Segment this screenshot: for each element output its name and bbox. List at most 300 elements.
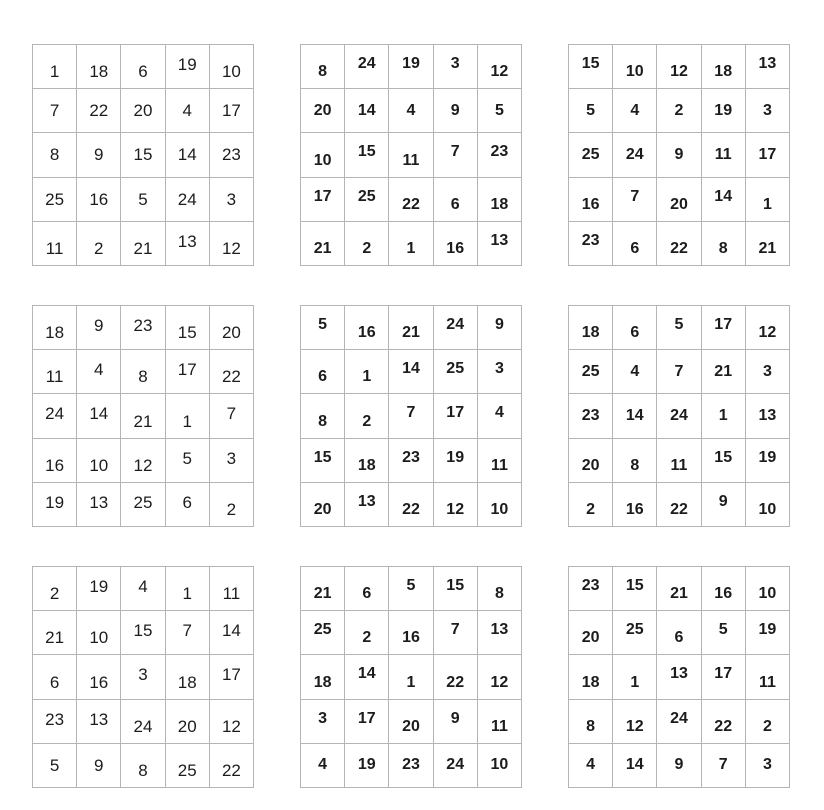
cell-number: 15 xyxy=(133,621,153,641)
cell-number: 21 xyxy=(758,240,777,257)
grid-cell xyxy=(702,700,746,744)
grid-cell xyxy=(301,483,345,527)
cell-number: 15 xyxy=(313,448,332,466)
grid-cell xyxy=(657,483,701,527)
grid-cell xyxy=(702,306,746,350)
cell-number: 1 xyxy=(406,240,416,257)
cell-number: 3 xyxy=(762,101,772,119)
cell-number: 25 xyxy=(581,362,600,380)
cell-number: 3 xyxy=(226,448,237,468)
cell-number: 6 xyxy=(362,585,372,603)
grid-cell xyxy=(613,567,657,611)
grid-cell xyxy=(569,611,613,655)
cell-number: 14 xyxy=(177,145,197,165)
grid-cell xyxy=(33,700,77,744)
grid-cell xyxy=(121,483,165,527)
cell-number: 9 xyxy=(94,145,104,165)
number-grid-5 xyxy=(300,305,522,527)
grid-cell xyxy=(166,744,210,788)
cell-number: 18 xyxy=(357,456,376,474)
grid-cell xyxy=(345,655,389,699)
grid-cell xyxy=(478,655,522,699)
cell-number: 8 xyxy=(318,412,328,430)
cell-number: 1 xyxy=(718,406,728,424)
grid-cell xyxy=(210,350,254,394)
grid-cell xyxy=(77,89,121,133)
grid-cell xyxy=(569,439,613,483)
grid-cell xyxy=(210,744,254,788)
cell-number: 11 xyxy=(490,717,508,735)
cell-number: 23 xyxy=(402,756,420,774)
cell-number: 25 xyxy=(357,187,376,205)
grid-cell xyxy=(33,744,77,788)
cell-number: 8 xyxy=(718,240,728,257)
cell-number: 23 xyxy=(402,448,420,466)
cell-number: 12 xyxy=(758,324,777,342)
grid-cell xyxy=(301,306,345,350)
grid-cell xyxy=(33,306,77,350)
cell-number: 2 xyxy=(49,584,60,604)
cell-number: 5 xyxy=(674,316,684,333)
grid-cell xyxy=(657,45,701,89)
grid-cell xyxy=(121,222,165,266)
grid-cell xyxy=(657,655,701,699)
grid-cell xyxy=(77,611,121,655)
cell-number: 2 xyxy=(362,629,372,647)
cell-number: 18 xyxy=(313,673,332,691)
cell-number: 1 xyxy=(362,368,372,386)
grid-cell xyxy=(613,350,657,394)
grid-cell xyxy=(702,611,746,655)
grid-cell xyxy=(33,89,77,133)
grid-cell xyxy=(746,89,790,133)
cell-number: 15 xyxy=(625,577,644,594)
cell-number: 20 xyxy=(581,456,600,474)
cell-number: 22 xyxy=(670,240,688,257)
cell-number: 5 xyxy=(138,189,148,209)
cell-number: 25 xyxy=(625,621,644,639)
grid-cell xyxy=(434,45,478,89)
grid-cell xyxy=(613,178,657,222)
grid-cell xyxy=(478,350,522,394)
grid-cell xyxy=(77,700,121,744)
cell-number: 25 xyxy=(313,621,332,639)
cell-number: 22 xyxy=(446,673,465,691)
grid-cell xyxy=(569,655,613,699)
cell-number: 22 xyxy=(402,195,420,213)
cell-number: 19 xyxy=(89,577,109,596)
cell-number: 7 xyxy=(450,143,460,161)
cell-number: 16 xyxy=(625,501,644,518)
grid-cell xyxy=(33,133,77,177)
cell-number: 2 xyxy=(362,412,372,430)
grid-cell xyxy=(77,178,121,222)
cell-number: 23 xyxy=(581,577,600,594)
grid-cell xyxy=(434,350,478,394)
grid-cell xyxy=(746,744,790,788)
grid-cell xyxy=(746,439,790,483)
cell-number: 13 xyxy=(89,492,109,512)
grid-cell xyxy=(33,439,77,483)
grid-cell xyxy=(702,222,746,266)
grid-cell xyxy=(210,45,254,89)
cell-number: 4 xyxy=(630,362,640,380)
grid-cell xyxy=(210,133,254,177)
grid-cell xyxy=(301,611,345,655)
cell-number: 16 xyxy=(45,455,65,475)
grid-cell xyxy=(389,700,433,744)
cell-number: 19 xyxy=(714,101,733,119)
cell-number: 14 xyxy=(625,406,644,424)
grid-cell xyxy=(389,133,433,177)
grid-cell xyxy=(569,133,613,177)
grid-cell xyxy=(166,133,210,177)
grid-cell xyxy=(345,178,389,222)
grid-cell xyxy=(389,350,433,394)
cell-number: 20 xyxy=(221,323,241,343)
grid-cell xyxy=(210,567,254,611)
cell-number: 20 xyxy=(581,629,600,647)
grid-cell xyxy=(301,744,345,788)
grid-cell xyxy=(121,133,165,177)
grid-cell xyxy=(210,700,254,744)
grid-cell xyxy=(657,178,701,222)
grid-cell xyxy=(77,350,121,394)
grid-cell xyxy=(210,655,254,699)
cell-number: 23 xyxy=(221,145,241,165)
grid-cell xyxy=(77,45,121,89)
grid-cell xyxy=(702,483,746,527)
cell-number: 6 xyxy=(138,62,148,82)
grid-cell xyxy=(434,439,478,483)
cell-number: 21 xyxy=(45,628,65,648)
grid-cell xyxy=(210,483,254,527)
grid-cell xyxy=(613,133,657,177)
grid-cell xyxy=(301,89,345,133)
grid-cell xyxy=(77,744,121,788)
cell-number: 7 xyxy=(630,187,640,205)
grid-cell xyxy=(210,611,254,655)
grid-cell xyxy=(746,611,790,655)
cell-number: 24 xyxy=(446,316,465,333)
grid-cell xyxy=(613,89,657,133)
cell-number: 12 xyxy=(221,239,241,258)
grid-cell xyxy=(301,178,345,222)
cell-number: 19 xyxy=(45,492,65,512)
cell-number: 24 xyxy=(446,756,465,774)
cell-number: 16 xyxy=(714,585,733,603)
cell-number: 12 xyxy=(490,63,509,81)
grid-cell xyxy=(33,567,77,611)
cell-number: 12 xyxy=(133,455,153,475)
cell-number: 16 xyxy=(402,629,420,647)
cell-number: 23 xyxy=(490,143,509,161)
cell-number: 5 xyxy=(494,101,504,119)
grid-cell xyxy=(657,744,701,788)
grid-cell xyxy=(389,744,433,788)
cell-number: 1 xyxy=(406,673,416,691)
grid-cell xyxy=(569,45,613,89)
grid-cell xyxy=(166,439,210,483)
cell-number: 10 xyxy=(758,501,777,518)
cell-number: 17 xyxy=(221,101,241,121)
cell-number: 18 xyxy=(490,195,509,213)
grid-cell xyxy=(746,394,790,438)
grid-cell xyxy=(613,306,657,350)
grid-cell xyxy=(434,700,478,744)
cell-number: 11 xyxy=(758,673,776,691)
grid-cell xyxy=(77,306,121,350)
cell-number: 10 xyxy=(89,628,109,648)
cell-number: 5 xyxy=(586,101,596,119)
grid-cell xyxy=(389,655,433,699)
cell-number: 25 xyxy=(446,360,465,378)
cell-number: 24 xyxy=(670,406,688,424)
cell-number: 16 xyxy=(357,324,376,342)
grid-cell xyxy=(746,222,790,266)
grid-cell xyxy=(657,89,701,133)
grid-cell xyxy=(746,45,790,89)
number-grid-7 xyxy=(32,566,254,788)
grid-cell xyxy=(345,700,389,744)
grid-cell xyxy=(389,611,433,655)
grid-cell xyxy=(569,394,613,438)
cell-number: 19 xyxy=(446,448,465,466)
grid-cell xyxy=(702,45,746,89)
cell-number: 8 xyxy=(49,145,60,165)
grid-cell xyxy=(613,483,657,527)
cell-number: 1 xyxy=(182,411,192,431)
cell-number: 4 xyxy=(494,404,504,422)
grid-cell xyxy=(746,178,790,222)
cell-number: 8 xyxy=(318,63,328,81)
grid-cell xyxy=(166,394,210,438)
cell-number: 13 xyxy=(758,406,777,424)
cell-number: 24 xyxy=(357,55,376,72)
grid-cell xyxy=(77,133,121,177)
cell-number: 3 xyxy=(138,665,148,685)
grid-cell xyxy=(657,350,701,394)
grid-cell xyxy=(569,567,613,611)
grid-cell xyxy=(569,744,613,788)
cell-number: 11 xyxy=(222,584,241,604)
grid-cell xyxy=(613,45,657,89)
grid-cell xyxy=(478,222,522,266)
grid-cell xyxy=(478,178,522,222)
grid-cell xyxy=(33,222,77,266)
grid-cell xyxy=(434,222,478,266)
cell-number: 17 xyxy=(714,665,733,683)
grid-cell xyxy=(210,439,254,483)
cell-number: 8 xyxy=(586,717,596,735)
grid-cell xyxy=(569,350,613,394)
cell-number: 7 xyxy=(49,101,60,121)
cell-number: 23 xyxy=(45,709,65,729)
grid-cell xyxy=(613,744,657,788)
grid-cell xyxy=(121,89,165,133)
grid-cell xyxy=(613,439,657,483)
cell-number: 1 xyxy=(630,673,640,691)
number-grid-4 xyxy=(32,305,254,527)
grid-cell xyxy=(389,567,433,611)
cell-number: 19 xyxy=(758,448,777,466)
cell-number: 22 xyxy=(714,717,733,735)
cell-number: 17 xyxy=(221,665,241,685)
cell-number: 14 xyxy=(625,756,644,774)
cell-number: 8 xyxy=(630,456,640,474)
grid-cell xyxy=(613,700,657,744)
grid-cell xyxy=(301,394,345,438)
grid-cell xyxy=(702,655,746,699)
cell-number: 23 xyxy=(133,316,153,335)
cell-number: 13 xyxy=(670,665,688,683)
cell-number: 20 xyxy=(177,716,197,736)
grid-cell xyxy=(121,700,165,744)
grid-cell xyxy=(121,394,165,438)
cell-number: 23 xyxy=(581,406,600,424)
cell-number: 24 xyxy=(670,709,688,727)
grid-cell xyxy=(478,567,522,611)
cell-number: 10 xyxy=(313,151,332,169)
grid-cell xyxy=(389,306,433,350)
cell-number: 14 xyxy=(714,187,733,205)
cell-number: 15 xyxy=(714,448,733,466)
cell-number: 21 xyxy=(670,585,688,603)
cell-number: 3 xyxy=(226,189,237,209)
grid-cell xyxy=(746,350,790,394)
cell-number: 11 xyxy=(490,456,508,474)
cell-number: 13 xyxy=(177,231,197,251)
grid-cell xyxy=(345,89,389,133)
grid-cell xyxy=(434,567,478,611)
cell-number: 14 xyxy=(221,621,241,641)
cell-number: 22 xyxy=(670,501,688,518)
cell-number: 2 xyxy=(226,500,237,519)
cell-number: 20 xyxy=(402,717,420,735)
grid-cell xyxy=(33,178,77,222)
grid-cell xyxy=(434,744,478,788)
grid-cell xyxy=(77,222,121,266)
cell-number: 7 xyxy=(406,404,416,422)
grid-cell xyxy=(657,700,701,744)
grid-cell xyxy=(478,306,522,350)
cell-number: 12 xyxy=(221,716,241,736)
cell-number: 21 xyxy=(133,239,153,258)
grid-cell xyxy=(121,611,165,655)
cell-number: 21 xyxy=(714,362,733,380)
cell-number: 10 xyxy=(490,501,509,518)
grid-cell xyxy=(301,439,345,483)
grid-cell xyxy=(121,350,165,394)
cell-number: 9 xyxy=(494,316,504,333)
cell-number: 11 xyxy=(670,456,688,474)
cell-number: 25 xyxy=(133,492,153,512)
grid-cell xyxy=(478,483,522,527)
grid-cell xyxy=(569,178,613,222)
grid-cell xyxy=(657,567,701,611)
cell-number: 9 xyxy=(674,145,684,163)
cell-number: 25 xyxy=(177,761,197,780)
grid-cell xyxy=(746,700,790,744)
grid-cell xyxy=(301,45,345,89)
cell-number: 16 xyxy=(446,240,465,257)
cell-number: 5 xyxy=(406,577,416,594)
cell-number: 5 xyxy=(318,316,328,333)
grid-cell xyxy=(434,178,478,222)
cell-number: 22 xyxy=(221,367,241,387)
grid-cell xyxy=(702,394,746,438)
cell-number: 25 xyxy=(581,145,600,163)
grid-cell xyxy=(702,89,746,133)
number-grid-3 xyxy=(568,44,790,266)
cell-number: 4 xyxy=(630,101,640,119)
cell-number: 11 xyxy=(45,367,64,387)
cell-number: 20 xyxy=(313,501,332,518)
grid-cell xyxy=(345,744,389,788)
cell-number: 16 xyxy=(581,195,600,213)
cell-number: 13 xyxy=(89,709,109,729)
grid-cell xyxy=(478,394,522,438)
cell-number: 15 xyxy=(177,323,197,343)
cell-number: 15 xyxy=(357,143,376,161)
grid-cell xyxy=(434,655,478,699)
grid-cell xyxy=(33,611,77,655)
grid-cell xyxy=(345,483,389,527)
cell-number: 18 xyxy=(177,672,197,692)
cell-number: 19 xyxy=(357,756,376,774)
grid-cell xyxy=(166,611,210,655)
grid-cell xyxy=(657,439,701,483)
cell-number: 14 xyxy=(357,665,376,683)
grid-cell xyxy=(33,483,77,527)
cell-number: 21 xyxy=(313,240,332,257)
cell-number: 17 xyxy=(357,709,376,727)
grid-cell xyxy=(33,394,77,438)
cell-number: 4 xyxy=(586,756,596,774)
grid-cell xyxy=(746,483,790,527)
number-grid-6 xyxy=(568,305,790,527)
grid-cell xyxy=(434,306,478,350)
cell-number: 9 xyxy=(718,492,728,510)
grid-cell xyxy=(434,133,478,177)
cell-number: 14 xyxy=(89,404,109,424)
grid-cell xyxy=(33,655,77,699)
cell-number: 7 xyxy=(674,362,684,380)
cell-number: 9 xyxy=(94,316,104,335)
cell-number: 1 xyxy=(182,584,192,604)
cell-number: 15 xyxy=(133,145,153,165)
grid-cell xyxy=(77,439,121,483)
cell-number: 17 xyxy=(714,316,733,333)
cell-number: 4 xyxy=(318,756,328,774)
grid-cell xyxy=(301,350,345,394)
cell-number: 15 xyxy=(581,55,600,72)
cell-number: 24 xyxy=(177,189,197,209)
cell-number: 18 xyxy=(581,673,600,691)
number-grid-8 xyxy=(300,566,522,788)
cell-number: 4 xyxy=(182,101,192,121)
cell-number: 20 xyxy=(133,101,153,121)
cell-number: 5 xyxy=(182,448,192,468)
grid-cell xyxy=(166,306,210,350)
cell-number: 13 xyxy=(758,55,777,72)
grid-cell xyxy=(478,89,522,133)
cell-number: 7 xyxy=(718,756,728,774)
grid-cell xyxy=(166,222,210,266)
grid-cell xyxy=(301,655,345,699)
cell-number: 18 xyxy=(581,324,600,342)
cell-number: 7 xyxy=(182,621,192,641)
